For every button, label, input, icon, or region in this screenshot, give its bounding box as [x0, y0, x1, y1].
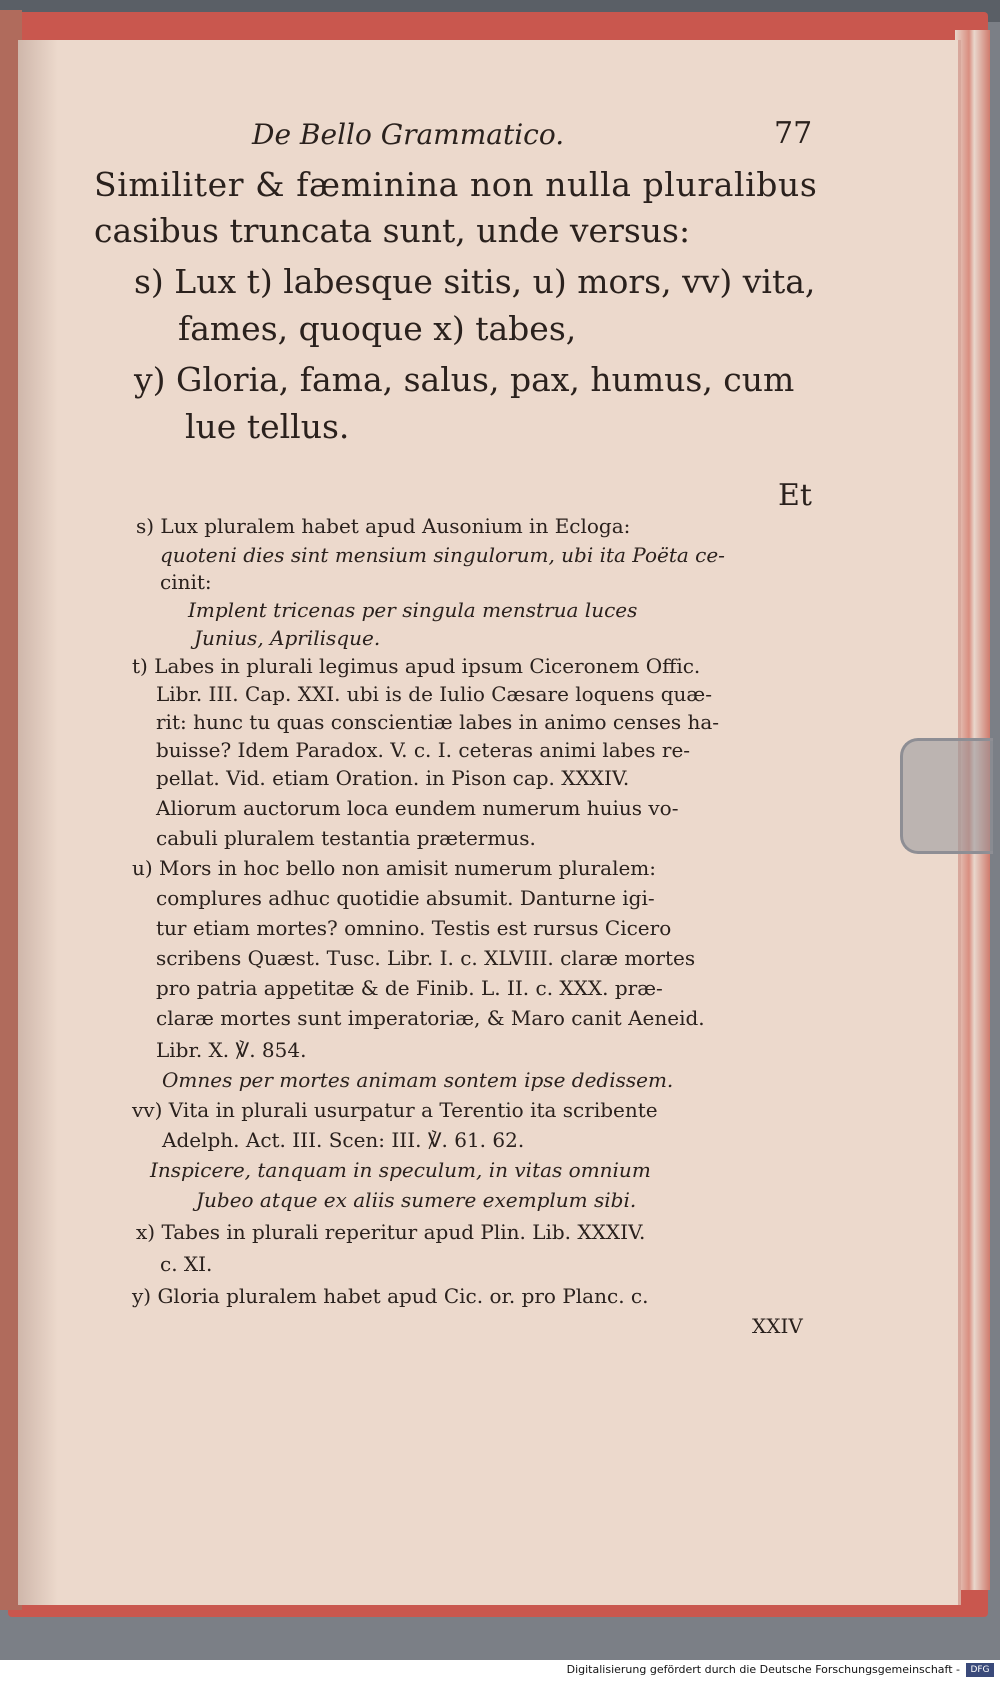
footnote-line: quoteni dies sint mensium singulorum, ubi ita Poëta ce-: [160, 543, 725, 567]
footnote-line: pro patria appetitæ & de Finib. L. II. c. XXX. præ-: [156, 976, 663, 1000]
verse-line: fames, quoque x) tabes,: [178, 309, 577, 348]
verse-line: y) Gloria, fama, salus, pax, humus, cum: [134, 360, 795, 399]
catchword: Et: [778, 478, 812, 513]
page-number: 77: [774, 116, 813, 151]
footnote-line: cabuli pluralem testantia prætermus.: [156, 826, 536, 850]
body-line: Similiter & fæminina non nulla pluralibus: [94, 165, 818, 204]
footnote-line: complures adhuc quotidie absumit. Danturne igi-: [156, 886, 655, 910]
footnote-line: pellat. Vid. etiam Oration. in Pison cap. XXXIV.: [156, 766, 630, 790]
footnote-line: scribens Quæst. Tusc. Libr. I. c. XLVIII. claræ mortes: [156, 946, 696, 970]
footnote-line: tur etiam mortes? omnino. Testis est rursus Cicero: [156, 916, 672, 940]
footnote-line: Inspicere, tanquam in speculum, in vitas omnium: [150, 1158, 651, 1182]
dfg-logo: DFG: [966, 1663, 994, 1677]
footnote-line: Adelph. Act. III. Scen: III. ℣. 61. 62.: [162, 1128, 525, 1152]
footnote-line: Aliorum auctorum loca eundem numerum huius vo-: [156, 796, 679, 820]
verse-line: lue tellus.: [185, 407, 350, 446]
verse-line: s) Lux t) labesque sitis, u) mors, vv) vita,: [134, 262, 816, 301]
footnote-line: u) Mors in hoc bello non amisit numerum pluralem:: [132, 856, 657, 880]
gutter-shadow: [18, 40, 58, 1605]
digitization-footer: [0, 1660, 1000, 1681]
footnote-line: s) Lux pluralem habet apud Ausonium in Ecloga:: [136, 514, 631, 538]
footnote-line: x) Tabes in plurali reperitur apud Plin. Lib. XXXIV.: [136, 1220, 646, 1244]
footnote-line: Junius, Aprilisque.: [194, 626, 381, 650]
body-line: casibus truncata sunt, unde versus:: [94, 211, 691, 250]
page-clip: [900, 738, 993, 854]
footnote-line: Libr. III. Cap. XXI. ubi is de Iulio Cæsare loquens quæ-: [156, 682, 712, 706]
footnote-line: y) Gloria pluralem habet apud Cic. or. pro Planc. c.: [132, 1284, 649, 1308]
footnote-line: Implent tricenas per singula menstrua luces: [188, 598, 638, 622]
footnote-line: rit: hunc tu quas conscientiæ labes in animo censes ha-: [156, 710, 720, 734]
running-head: De Bello Grammatico.: [252, 118, 565, 151]
footnote-line: XXIV: [752, 1314, 803, 1338]
footnote-line: t) Labes in plurali legimus apud ipsum Ciceronem Offic.: [132, 654, 701, 678]
footnote-line: Libr. X. ℣. 854.: [156, 1038, 307, 1062]
footnote-line: c. XI.: [160, 1252, 213, 1276]
footer-credit: Digitalisierung gefördert durch die Deutsche Forschungsgemeinschaft -: [566, 1663, 960, 1676]
footnote-line: Omnes per mortes animam sontem ipse dedissem.: [162, 1068, 674, 1092]
footnote-line: cinit:: [160, 570, 212, 594]
footnote-line: Jubeo atque ex aliis sumere exemplum sibi.: [196, 1188, 637, 1212]
footnote-line: buisse? Idem Paradox. V. c. I. ceteras animi labes re-: [156, 738, 691, 762]
footnote-line: claræ mortes sunt imperatoriæ, & Maro canit Aeneid.: [156, 1006, 705, 1030]
footnote-line: vv) Vita in plurali usurpatur a Terentio ita scribente: [132, 1098, 658, 1122]
